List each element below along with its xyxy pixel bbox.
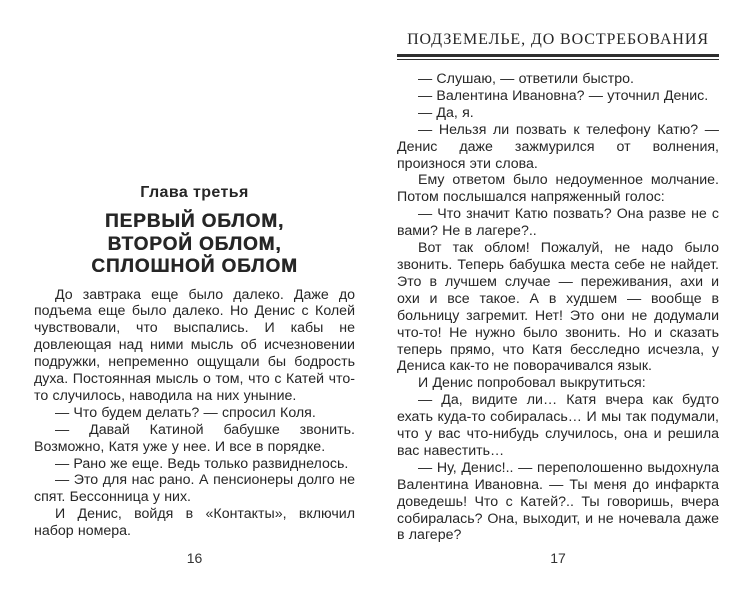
running-head-rule <box>397 54 719 60</box>
page-left <box>34 0 355 605</box>
right-page-body <box>397 71 719 544</box>
paragraph: — Что будем делать? — спросил Коля. <box>55 404 316 421</box>
paragraph: — Валентина Ивановна? — уточнил Денис. <box>418 87 709 104</box>
paragraph: — Слушаю, — ответили быстро. <box>418 71 634 87</box>
page-right <box>397 0 719 605</box>
paragraph: — Это для нас рано. А пенсионеры долго не спят. Бессонница у них. <box>34 472 355 506</box>
chapter-title-line: ПЕРВЫЙ ОБЛОМ, <box>104 211 285 232</box>
left-page-body <box>34 287 355 541</box>
chapter-label: Глава третья <box>140 184 249 201</box>
paragraph: — Ну, Денис!.. — переполошенно выдохнула Валентина Ивановна. — Ты меня до инфаркта доведешь! Что с Катей?.. Ты говоришь, вчера собиралась? Она, выходит, и не ночевала даже в лагере? <box>397 459 719 544</box>
paragraph: — Да, видите ли… Катя вчера как будто ехать куда-то собиралась… И мы так подумали, что у вас что-нибудь случилось, она и решила вас навестить… <box>397 392 719 459</box>
chapter-title-line: СПЛОШНОЙ ОБЛОМ <box>91 256 298 277</box>
paragraph: И Денис, войдя в «Контакты», включил набор номера. <box>34 506 355 540</box>
paragraph: — Что значит Катю позвать? Она разве не с вами? Не в лагере?.. <box>397 206 719 240</box>
page-number-right: 17 <box>550 550 566 566</box>
paragraph: Ему ответом было недоуменное молчание. Потом послышался напряженный голос: <box>397 172 719 206</box>
paragraph: И Денис попробовал выкрутиться: <box>418 375 646 392</box>
paragraph: Вот так облом! Пожалуй, не надо было звонить. Теперь бабушка места себе не найдет. Это в лучшем случае — переживания, ахи и охи и все такое. А в худшем — вообще в больницу загремит. Нет! Это они не додумали что-то! Не нужно было звонить. Но и сказать теперь прямо, что Катя бесследно исчезла, у Дениса как-то не поворачивался язык. <box>397 240 719 375</box>
page-number-left: 16 <box>186 550 203 566</box>
paragraph: — Да, я. <box>418 104 474 121</box>
chapter-title <box>34 211 355 279</box>
paragraph: До завтрака еще было далеко. Даже до подъема еще было далеко. Но Денис с Колей чувствовали, что выспались. И кабы не довлеющая над ними мысль об исчезновении подружки, непременно ощущали бы бодрость духа. Постоянная мысль о том, что с Катей что-то случилось, наводила на них уныние. <box>34 286 355 404</box>
paragraph: — Рано же еще. Ведь только развиднелось. <box>55 455 349 472</box>
running-head: ПОДЗЕМЕЛЬЕ, ДО ВОСТРЕБОВАНИЯ <box>407 31 709 48</box>
chapter-title-line: ВТОРОЙ ОБЛОМ, <box>107 233 282 255</box>
paragraph: — Нельзя ли позвать к телефону Катю? — Денис даже зажмурился от волнения, произнося эти слова. <box>397 121 719 172</box>
paragraph: — Давай Катиной бабушке звонить. Возможно, Катя уже у нее. И все в порядке. <box>34 421 355 455</box>
